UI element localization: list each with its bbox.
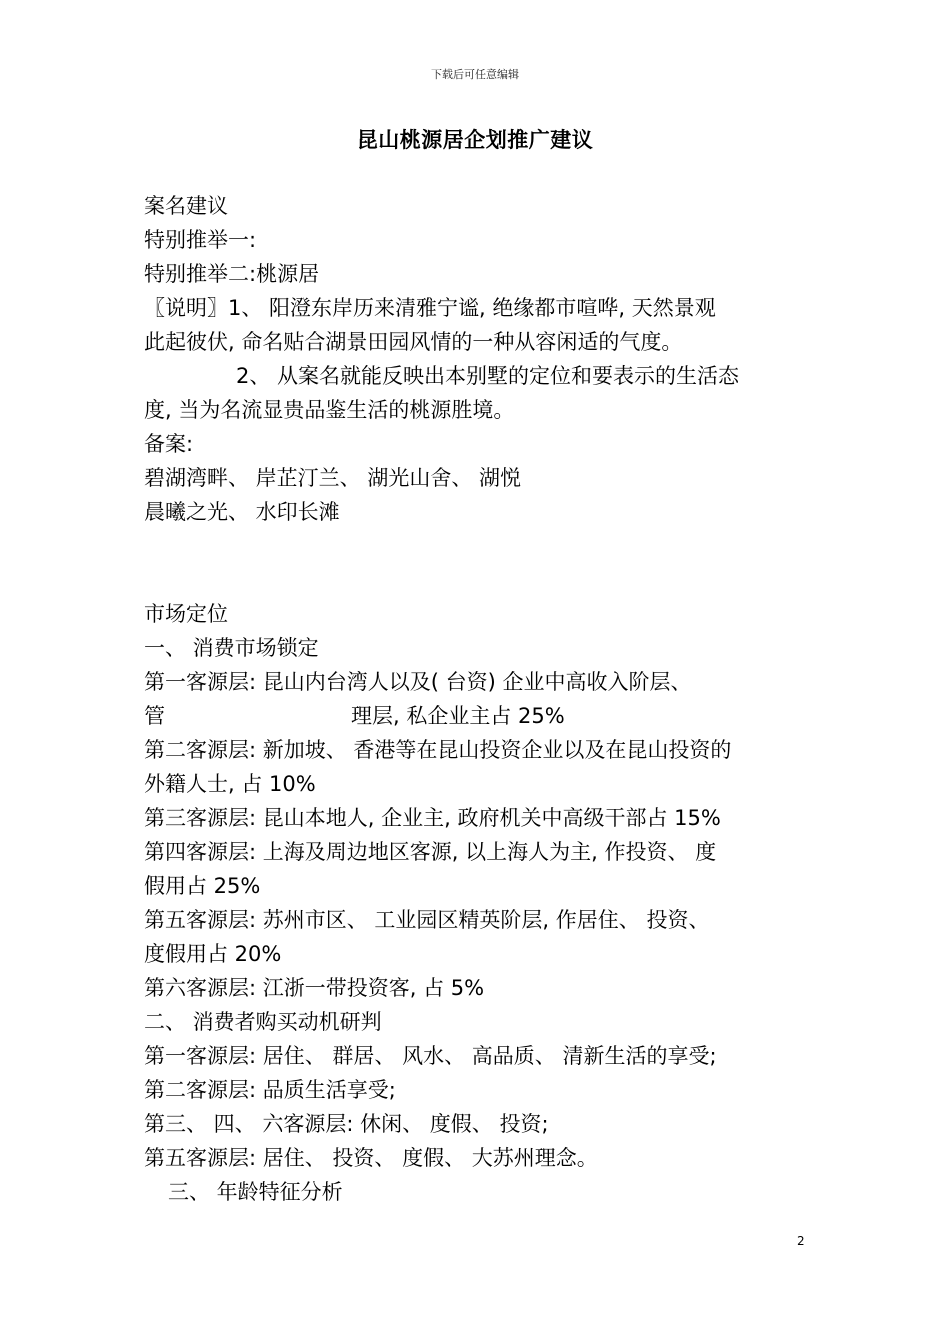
recommendation-2: 特别推举二:桃源居 [144,262,320,286]
market-section-heading: 市场定位 [144,602,228,626]
page-number: 2 [797,1234,805,1248]
tier-5-line-2: 度假用占 20% [144,942,282,966]
explanation-1-line-2: 此起彼伏, 命名贴合湖景田园风情的一种从容闲适的气度。 [144,330,683,354]
spacer [144,563,814,597]
tier-2-line-1: 第二客源层: 新加坡、 香港等在昆山投资企业以及在昆山投资的 [144,738,732,762]
tier-1-line-2-left: 管 [144,704,165,728]
tier-4-line-2: 假用占 25% [144,874,261,898]
tier-2-line-2: 外籍人士, 占 10% [144,772,316,796]
name-section-heading: 案名建议 [144,194,228,218]
market-subheading-3: 三、 年龄特征分析 [168,1180,343,1204]
alternate-names-1: 碧湖湾畔、 岸芷汀兰、 湖光山舍、 湖悦 [144,466,522,490]
tier-1-line-1: 第一客源层: 昆山内台湾人以及( 台资) 企业中高收入阶层、 [144,670,692,694]
explanation-1-line-1: 〖说明〗1、 阳澄东岸历来清雅宁谧, 绝缘都市喧哗, 天然景观 [144,296,716,320]
recommendation-1: 特别推举一: [144,228,257,252]
explanation-2-line-2: 度, 当为名流显贵品鉴生活的桃源胜境。 [144,398,515,422]
tier-1-line-2-right: 理层, 私企业主占 25% [351,704,565,728]
document-title: 昆山桃源居企划推广建议 [356,128,594,152]
market-subheading-1: 一、 消费市场锁定 [144,636,319,660]
tier-4-line-1: 第四客源层: 上海及周边地区客源, 以上海人为主, 作投资、 度 [144,840,717,864]
motive-3: 第三、 四、 六客源层: 休闲、 度假、 投资; [144,1112,549,1136]
motive-2: 第二客源层: 品质生活享受; [144,1078,396,1102]
spacer [144,529,814,563]
motive-4: 第五客源层: 居住、 投资、 度假、 大苏州理念。 [144,1146,598,1170]
document-body [144,189,814,1209]
tier-3: 第三客源层: 昆山本地人, 企业主, 政府机关中高级干部占 15% [144,806,721,830]
alternate-names-2: 晨曦之光、 水印长滩 [144,500,340,524]
alternate-names-heading: 备案: [144,432,194,456]
motive-1: 第一客源层: 居住、 群居、 风水、 高品质、 清新生活的享受; [144,1044,717,1068]
tier-6: 第六客源层: 江浙一带投资客, 占 5% [144,976,485,1000]
market-subheading-2: 二、 消费者购买动机研判 [144,1010,382,1034]
explanation-2-line-1: 2、 从案名就能反映出本别墅的定位和要表示的生活态 [236,364,740,388]
tier-1-line-2 [144,699,814,733]
header-note: 下载后可任意编辑 [431,68,519,81]
tier-5-line-1: 第五客源层: 苏州市区、 工业园区精英阶层, 作居住、 投资、 [144,908,710,932]
